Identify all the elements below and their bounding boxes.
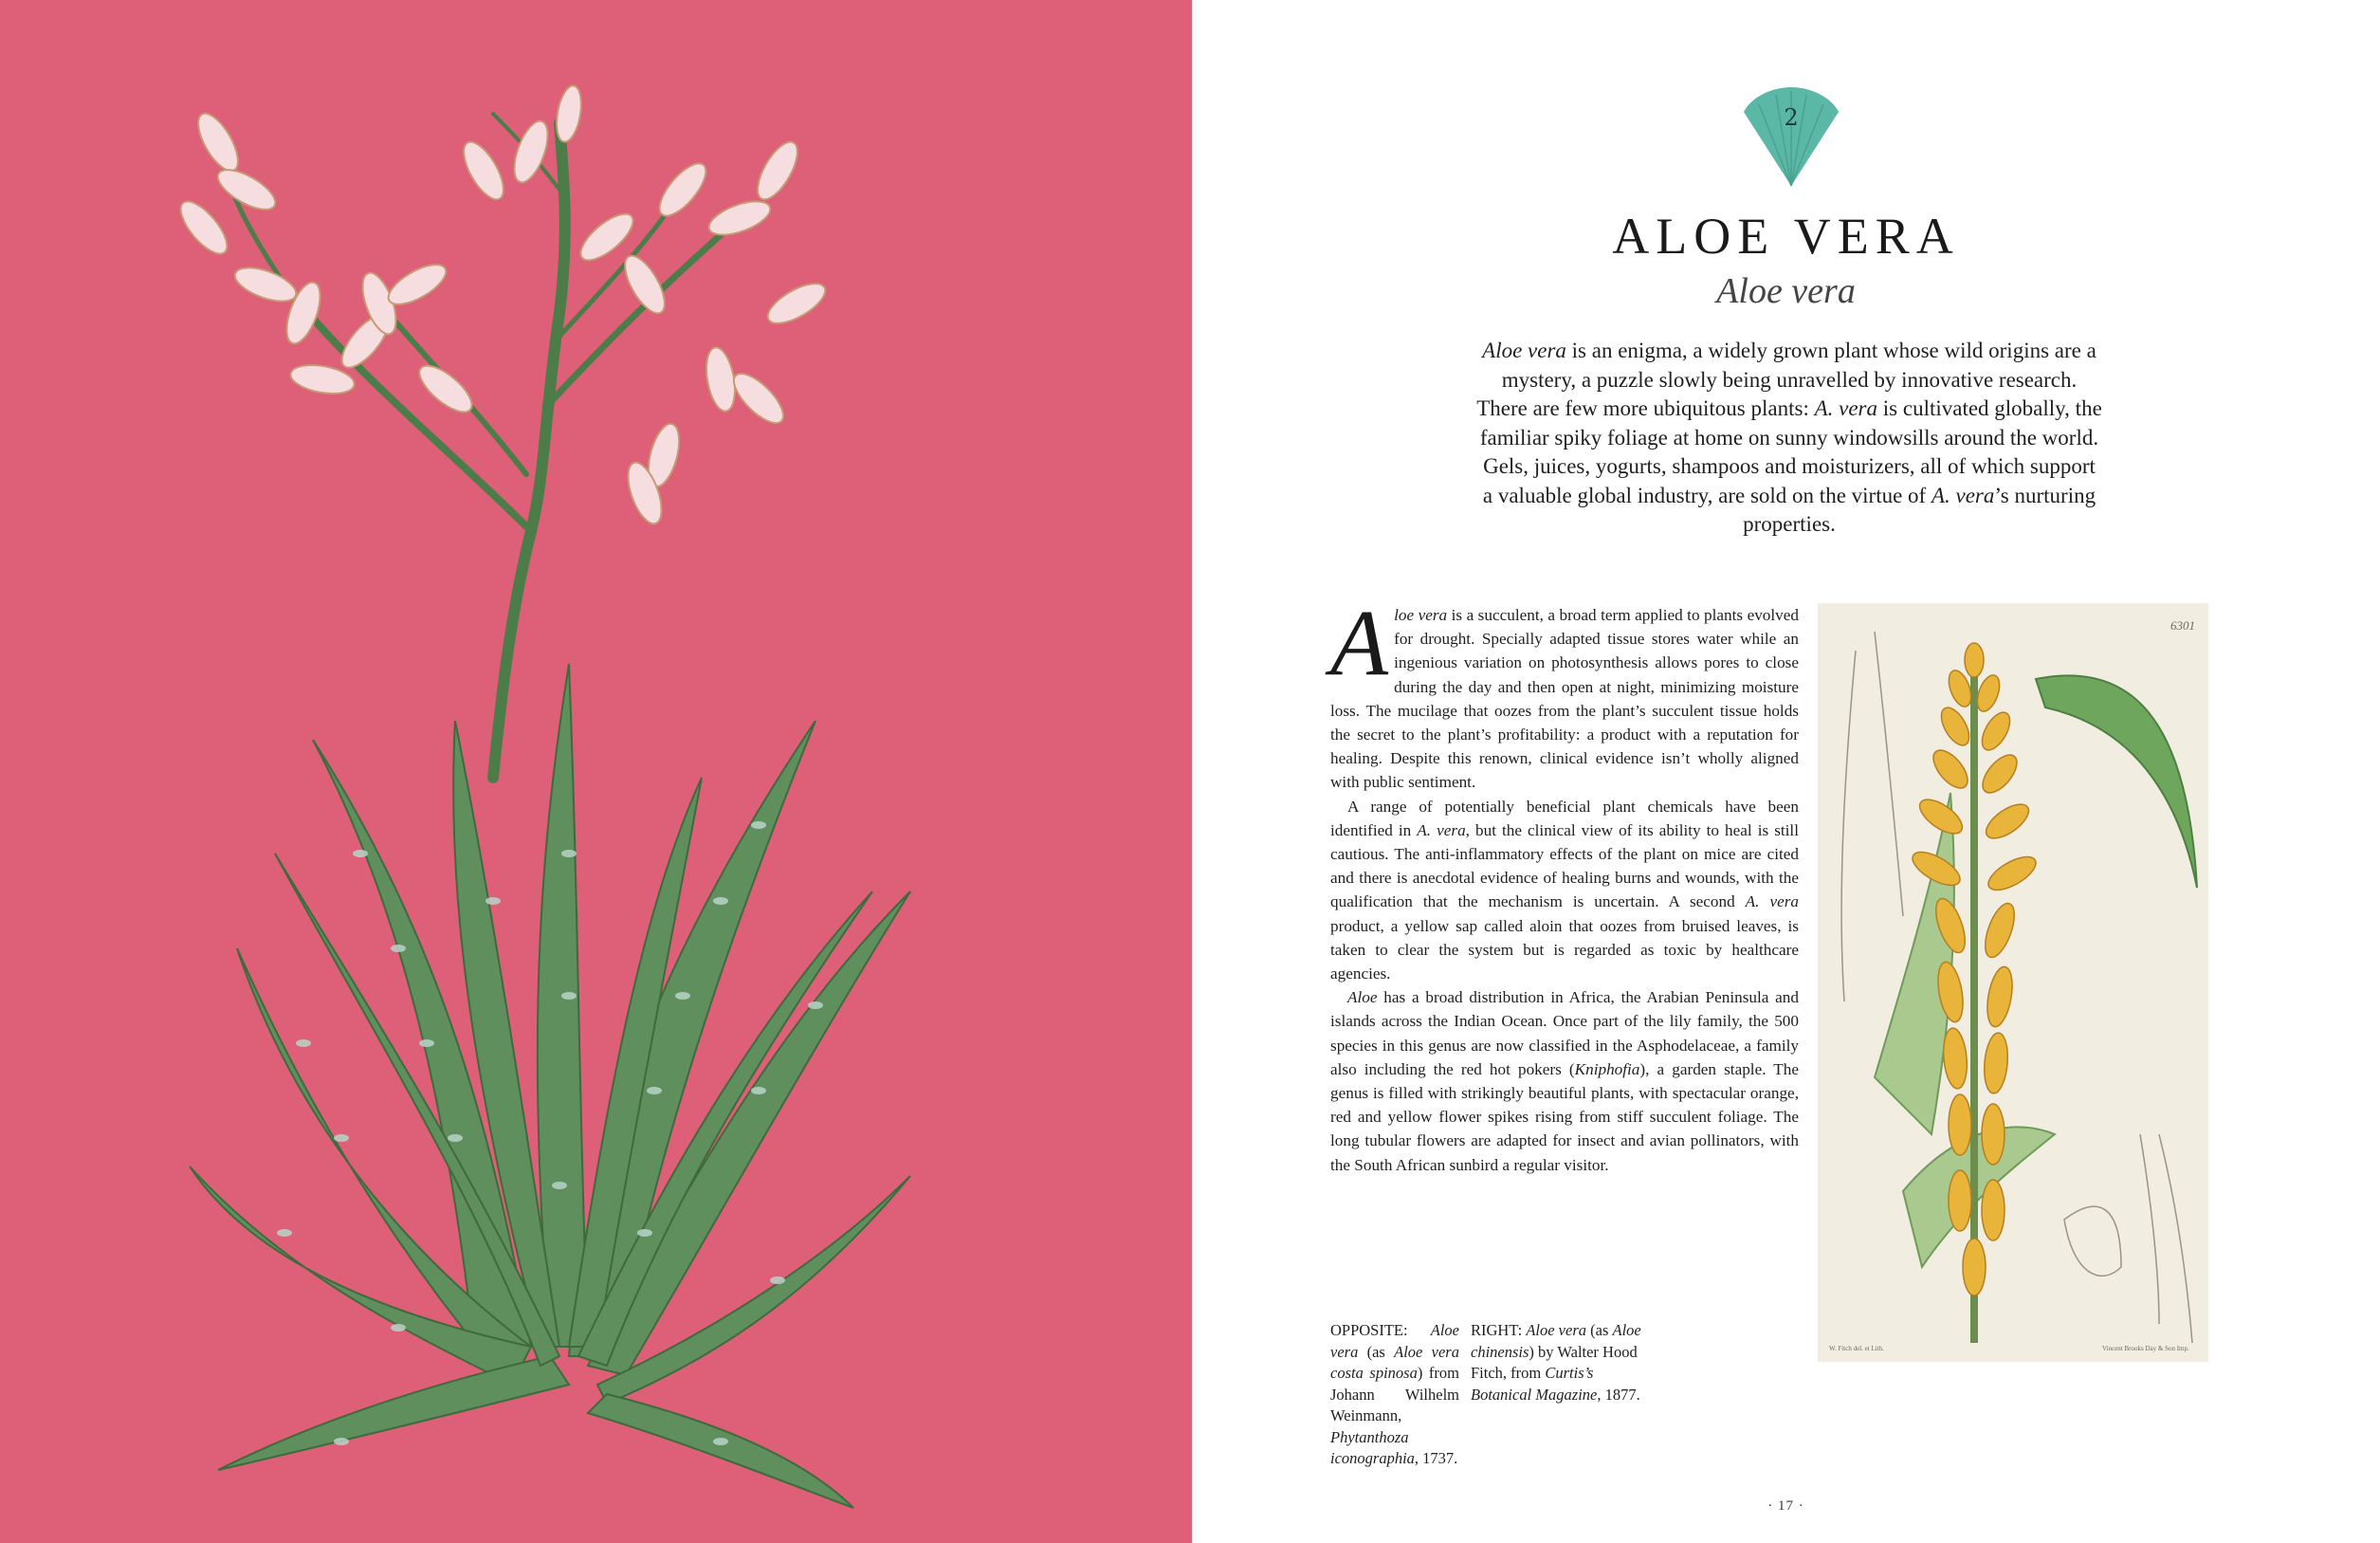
drop-cap: A [1330,590,1389,695]
body-paragraph-3: Aloe has a broad distribution in Africa, the Arabian Peninsula and islands across the Indian Ocean. Once part of the lily family, the 500 species in this genus are now classified in the Asphodelaceae, a family also including the red hot pokers (Kniphofia), a garden staple. The genus is filled with strikingly beautiful plants, with spectacular orange, red and yellow flower spikes rising from stiff succulent foliage. The long tubular flowers are adapted for insect and avian pollinators, with the South African sunbird a regular visitor. [1330,988,1799,1174]
succulent-leaves [190,664,910,1508]
curved-leaf [2036,675,2197,888]
plate-artist-credit: W. Fitch del. et Lith. [1829,1345,1884,1352]
botanical-plate-image [1818,603,2208,1362]
right-page-text [1192,0,2380,1543]
chapter-number: 2 [1784,104,1799,131]
intro-paragraph: Aloe vera is an enigma, a widely grown plant whose wild origins are a mystery, a puzzle slowly being unravelled by innovative research. There are few more ubiquitous plants: A. vera is cultivated globally, the familiar spiky foliage at home on sunny windowsills around the world. Gels, juices, yogurts, shampoos and moisturizers, all of which support a valuable global industry, are sold on the virtue of A. vera’s nurturing properties. [1476,339,2102,536]
fitch-aloe-plate [1818,603,2208,1362]
caption-right: RIGHT: Aloe vera (as Aloe chinensis) by Walter Hood Fitch, from Curtis’s Botanical Magazine, 1877. [1471,1321,1641,1404]
body-paragraph-1: Aloe vera is a succulent, a broad term applied to plants evolved for drought. Specially adapted tissue stores water while an ingenious variation on photosynthesis allows pores to close during the day and then open at night, minimizing moisture loss. The mucilage that oozes from the plant’s succulent tissue holds the secret to the plant’s profitability: a product with a reputation for healing. Despite this renown, clinical evidence isn’t wholly aligned with public sentiment. [1330,590,1799,792]
page-number: · 17 · [1767,1498,1804,1514]
page-title: ALOE VERA [1612,208,1960,265]
body-paragraph-2: A range of potentially beneficial plant chemicals have been identified in A. vera, but the clinical view of its ability to heal is still cautious. The anti-inflammatory effects of the plant on mice are cited and there is anecdotal evidence of healing burns and wounds, with the qualification that the mechanism is uncertain. A second A. vera product, a yellow sap called aloin that oozes from bruised leaves, is taken to clear the system but is regarded as toxic by healthcare agencies. [1330,797,1799,983]
fan-shell-icon [1738,83,1844,190]
chapter-badge [1738,83,1844,190]
flower-buds [173,83,831,527]
latin-name-subtitle: Aloe vera [1716,271,1856,311]
caption-opposite: OPPOSITE: Aloe vera (as Aloe vera costa spinosa) from Johann Wilhelm Weinmann, Phytanthoza iconographia, 1737. [1330,1321,1459,1467]
plate-number: 6301 [2170,618,2195,633]
body-column [1330,590,1799,1177]
plate-printer-credit: Vincent Brooks Day & Son Imp. [2102,1345,2189,1352]
